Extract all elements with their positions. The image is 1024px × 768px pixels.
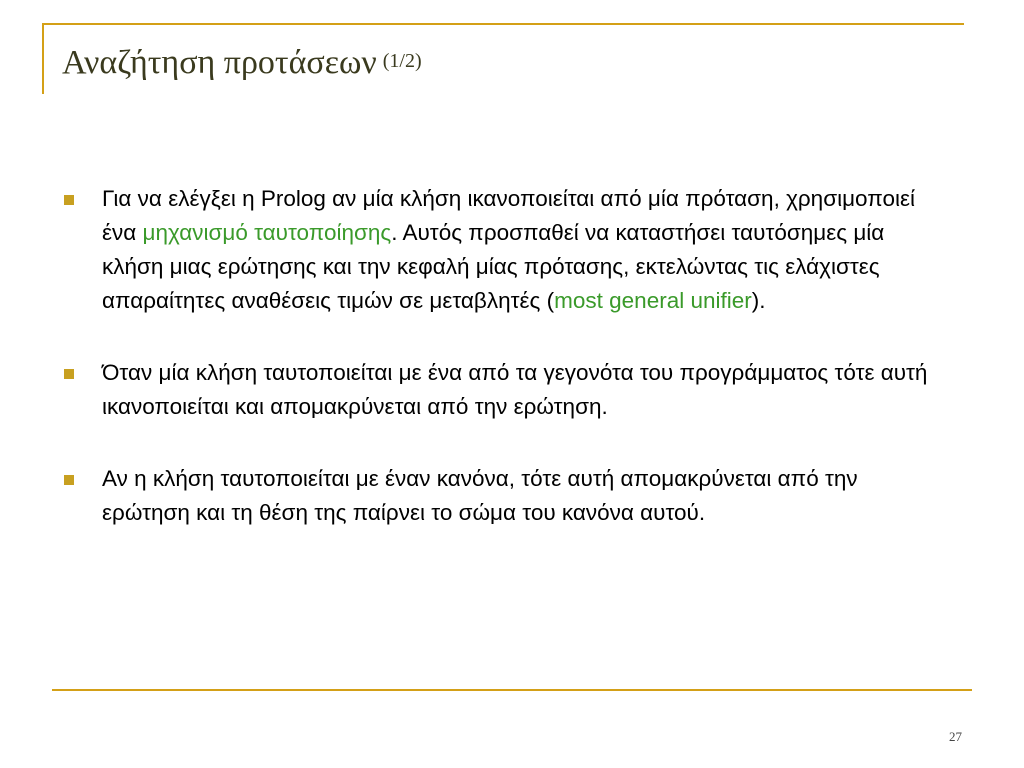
bullet-item-unification [62, 182, 942, 318]
bullet-item-facts [62, 356, 942, 424]
bottom-rule [52, 689, 972, 691]
bullet-text: Όταν μία κλήση ταυτοποιείται με ένα από τα γεγονότα του προγράμματος τότε αυτή ικανοποιείται και απομακρύνεται από την ερώτηση. [102, 360, 928, 419]
top-rule [42, 23, 964, 25]
bullet-text: . Αυτός προσπαθεί να καταστήσει ταυτόσημες μία κλήση μιας ερώτησης και την κεφαλή μίας πρότασης, εκτελώντας τις ελάχιστες απαραίτητες αναθέσεις τιμών σε μεταβλητές ( [102, 220, 885, 313]
square-bullet-icon [64, 195, 74, 205]
slide-title [62, 44, 422, 82]
bullet-text: ). [751, 288, 766, 313]
left-rule [42, 23, 44, 94]
square-bullet-icon [64, 369, 74, 379]
bullet-text: Για να ελέγξει η Prolog αν μία κλήση ικανοποιείται από μία πρόταση, χρησιμοποιεί ένα [102, 186, 915, 245]
highlight-unification-mechanism: μηχανισμό ταυτοποίησης [142, 220, 392, 245]
bullet-text: Αν η κλήση ταυτοποιείται με έναν κανόνα, τότε αυτή απομακρύνεται από την ερώτηση και τη θέση της παίρνει το σώμα του κανόνα αυτού. [102, 466, 858, 525]
slide-title-text: Αναζήτηση προτάσεων [62, 44, 377, 81]
page-number: 27 [949, 729, 962, 744]
square-bullet-icon [64, 475, 74, 485]
highlight-most-general-unifier: most general unifier [554, 288, 752, 313]
slide-title-part: (1/2) [382, 50, 422, 72]
bullet-list [62, 182, 942, 530]
bullet-item-rules [62, 462, 942, 530]
